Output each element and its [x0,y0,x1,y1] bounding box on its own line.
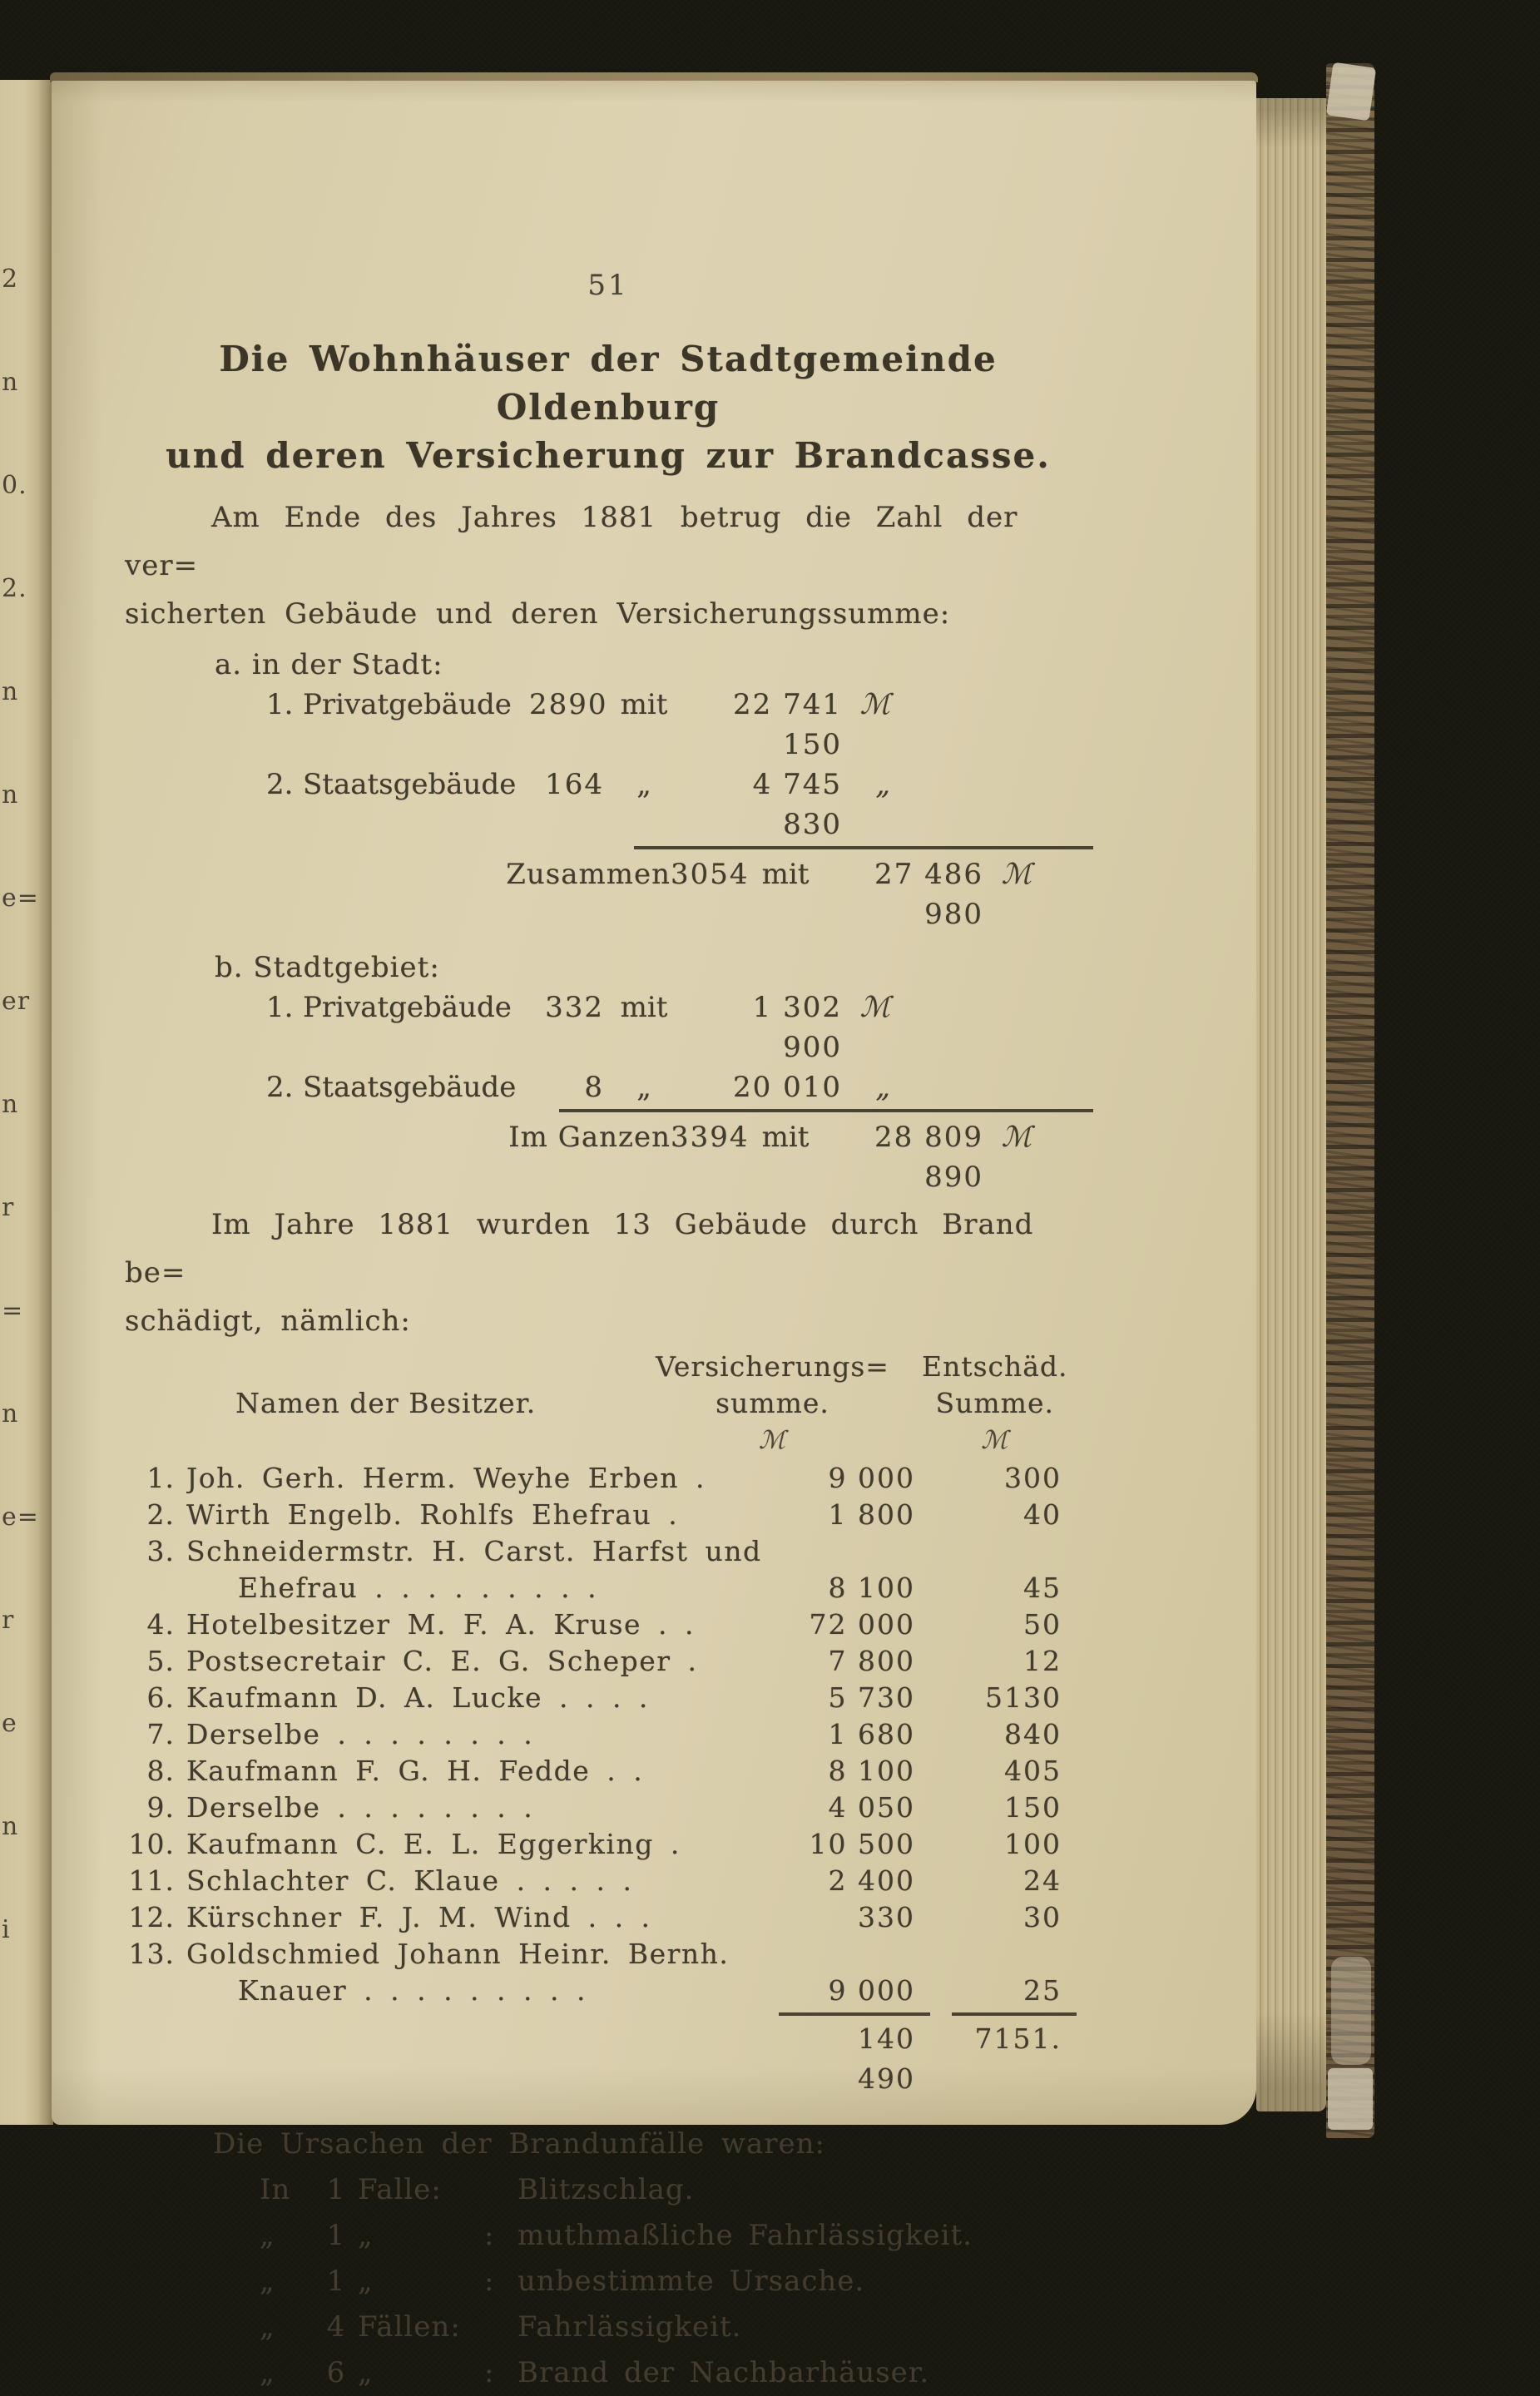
insured-sum: 9 000 [828,1462,915,1494]
item-count: 332 [545,991,604,1024]
table-row [125,1826,1092,1863]
section-b-heading: b. Stadtgebiet: [215,951,440,984]
section-b-total [266,1117,1092,1197]
owner-name: Kaufmann F. G. H. Fedde . . [186,1755,644,1787]
table-totals-row [125,2019,1092,2099]
table-row [125,1790,1092,1826]
owner-name: Hotelbesitzer M. F. A. Kruse . . [186,1608,695,1641]
compensation-sum [937,1533,1092,1570]
table-row [125,1643,1092,1680]
compensation-sum: 840 [1004,1718,1062,1750]
section-b-list [266,988,1092,1197]
total-label: Im Ganzen [508,1121,671,1154]
compensation-sum: 100 [1004,1828,1062,1860]
stray-letter-fragment: n [2,368,19,397]
cause-text: Brand der Nachbarhäuser. [517,2356,930,2389]
insured-sum: 1 680 [828,1718,915,1750]
table-row [125,1680,1092,1716]
owner-name: Derselbe . . . . . . . . [186,1718,534,1750]
intro-line1: Am Ende des Jahres 1881 betrug die Zahl der ver= [125,501,1018,582]
stray-letter-fragment: n [2,1399,19,1428]
damage-paragraph [125,1200,1092,1345]
stray-letter-fragment: e [2,1709,17,1738]
insured-sum: 8 100 [828,1755,915,1787]
stray-letter-fragment: n [2,1812,19,1841]
insured-sum: 10 500 [809,1828,915,1860]
owner-name: Ehefrau . . . . . . . . . [238,1572,598,1604]
stray-letter-fragment: e= [2,1502,39,1532]
insured-sum: 7 800 [828,1645,915,1677]
cause-case: Falle: [358,2173,442,2206]
stray-letter-fragment: n [2,780,19,809]
owner-name: Wirth Engelb. Rohlfs Ehefrau . [186,1498,679,1531]
mark-currency-symbol: ℳ [859,991,890,1024]
cause-item [260,2259,1092,2304]
table-row-continuation [125,1973,1092,2009]
owner-name: Kürschner F. J. M. Wind . . . [186,1901,651,1933]
item-number: 1. [266,991,294,1024]
table-row [125,1716,1092,1753]
mark-currency-symbol: ℳ [1001,858,1032,891]
compensation-sum: 40 [1023,1498,1062,1531]
page-content [125,81,1092,2396]
cause-text: Fahrlässigkeit. [517,2310,742,2344]
compensation-sum: 30 [1023,1901,1062,1933]
spacer [186,2019,795,2099]
item-label: Privatgebäude [303,688,512,721]
causes-heading: Die Ursachen der Brandunfälle waren: [213,2127,825,2161]
table-row-continuation [125,1570,1092,1606]
compensation-sum: 24 [1023,1864,1062,1897]
cause-case: Fällen: [358,2310,461,2344]
table-row [125,1899,1092,1936]
fire-damage-table [125,1349,1092,2099]
total-label: Zusammen [506,858,671,891]
edge-wear-chip [1331,1957,1371,2065]
total-count: 3394 [671,1121,750,1154]
cause-in: „ [260,2265,275,2298]
total-count: 3054 [671,858,750,891]
ditto-mark: „ [875,768,890,801]
damage-line2: schädigt, nämlich: [125,1304,411,1338]
item-amount: 20 010 [733,1071,842,1104]
section-b-item [266,988,1092,1067]
stray-letter-fragment: r [2,1193,15,1222]
row-number: 3. [146,1535,175,1567]
section-b-item [266,1067,1092,1107]
mark-currency-symbol: ℳ [859,688,890,721]
stray-letter-fragment: i [2,1915,11,1944]
row-number: 2. [146,1498,175,1531]
row-number [125,1973,186,2009]
item-label: Staatsgebäude [303,1071,517,1104]
item-unit: mit [620,991,668,1024]
cause-count: 1 [326,2219,346,2252]
page-title-line2: und deren Versicherung zur Brandcasse. [166,435,1051,476]
stray-letter-fragment: r [2,1606,15,1635]
insured-sum [795,1936,937,1973]
sum-rule [559,1109,1093,1112]
owner-name: Schneidermstr. H. Carst. Harfst und [186,1535,762,1567]
compensation-sum: 405 [1004,1755,1062,1787]
total-compensation-sum: 7151. [974,2022,1062,2055]
table-row [125,1936,1092,1973]
insured-sum: 2 400 [828,1864,915,1897]
intro-paragraph [125,493,1092,638]
marbled-book-edge [1326,63,1374,2138]
stray-letter-fragment: 2. [2,574,27,603]
page-title-line1: Die Wohnhäuser der Stadtgemeinde Oldenburg [219,339,998,428]
cause-colon [484,2304,517,2350]
stray-letter-fragment: n [2,677,19,706]
cause-item [260,2350,1092,2396]
insured-sum: 8 100 [828,1572,915,1604]
cause-count: 6 [326,2356,346,2389]
insured-sum [795,1533,937,1570]
vers-header-line1: Versicherungs= [656,1350,889,1383]
cause-case: „ [358,2265,374,2298]
table-row [125,1533,1092,1570]
total-rule-vers [779,2012,930,2019]
row-number: 1. [146,1462,175,1494]
vers-header-line2: summe. [716,1387,829,1419]
item-count: 164 [545,768,604,801]
item-unit: „ [636,768,651,801]
owner-name: Kaufmann C. E. L. Eggerking . [186,1828,681,1860]
table-row [125,1460,1092,1497]
owner-name: Schlachter C. Klaue . . . . . [186,1864,633,1897]
insured-sum: 1 800 [828,1498,915,1531]
section-a-total [266,854,1092,934]
cause-item [260,2304,1092,2350]
spacer [125,1349,646,1385]
insured-sum: 72 000 [809,1608,915,1641]
cause-item [260,2213,1092,2259]
spacer [125,1422,646,1460]
intro-line2: sicherten Gebäude und deren Versicherungssumme: [125,597,951,631]
row-number: 9. [146,1791,175,1824]
section-a-heading: a. in der Stadt: [215,648,443,681]
book-page-edges [1256,98,1326,2111]
section-a-item [266,685,1092,765]
row-number: 10. [128,1828,175,1860]
total-amount: 28 809 890 [874,1121,983,1194]
owner-name: Goldschmied Johann Heinr. Bernh. [186,1938,730,1970]
row-number [125,1570,186,1606]
table-row [125,1863,1092,1899]
cause-item [260,2167,1092,2213]
compensation-sum: 25 [1023,1974,1062,2007]
section-a-item [266,765,1092,844]
spacer [125,2019,186,2099]
row-number: 4. [146,1608,175,1641]
cause-colon: : [484,2356,495,2389]
cause-in: „ [260,2219,275,2252]
item-unit: mit [620,688,668,721]
cause-count: 1 [326,2265,346,2298]
mark-currency-symbol: ℳ [1001,1121,1032,1154]
total-unit: mit [761,858,810,891]
item-amount: 22 741 150 [733,688,842,761]
compensation-sum: 45 [1023,1572,1062,1604]
edge-wear-chip [1328,2068,1373,2130]
cause-text: Blitzschlag. [517,2173,695,2206]
total-insured-sum: 140 490 [858,2022,915,2095]
item-number: 1. [266,688,294,721]
stray-letter-fragment: er [2,987,31,1016]
item-label: Staatsgebäude [303,768,517,801]
ent-header-line2: Summe. [935,1387,1054,1419]
row-number: 11. [128,1864,175,1897]
item-amount: 4 745 830 [752,768,842,841]
page-title [125,335,1092,480]
item-number: 2. [266,768,294,801]
stray-letter-fragment: = [2,1296,24,1325]
row-number: 7. [146,1718,175,1750]
owner-name: Kaufmann D. A. Lucke . . . . [186,1681,649,1714]
owner-name: Postsecretair C. E. G. Scheper . [186,1645,698,1677]
stray-letter-fragment: n [2,1090,19,1119]
compensation-sum: 12 [1023,1645,1062,1677]
cause-in: „ [260,2356,275,2389]
row-number: 8. [146,1755,175,1787]
row-number: 12. [128,1901,175,1933]
insured-sum: 330 [858,1901,915,1933]
owner-name: Knauer . . . . . . . . . [238,1974,587,2007]
compensation-sum: 50 [1023,1608,1062,1641]
compensation-sum: 150 [1004,1791,1062,1824]
item-count: 8 [584,1071,604,1104]
item-label: Privatgebäude [303,991,512,1024]
row-number: 6. [146,1681,175,1714]
item-number: 2. [266,1071,294,1104]
table-row [125,1497,1092,1533]
mark-currency-symbol: ℳ [758,1426,787,1455]
sum-rule [634,846,1093,849]
insured-sum: 5 730 [828,1681,915,1714]
cause-in: In [260,2173,291,2206]
page-number: 51 [587,269,629,302]
table-row [125,1753,1092,1790]
table-row [125,1606,1092,1643]
total-amount: 27 486 980 [874,858,983,931]
compensation-sum: 5130 [985,1681,1062,1714]
stray-letter-fragment: 0. [2,471,27,500]
section-a-list [266,685,1092,934]
compensation-sum: 300 [1004,1462,1062,1494]
previous-page-edge [0,80,53,2125]
damage-line1: Im Jahre 1881 wurden 13 Gebäude durch Brand be= [125,1208,1034,1290]
table-header [125,1349,1092,1460]
insured-sum: 9 000 [828,1974,915,2007]
insured-sum: 4 050 [828,1791,915,1824]
owner-name: Joh. Gerh. Herm. Weyhe Erben . [186,1462,706,1494]
book-page [52,81,1256,2389]
cause-colon [484,2167,517,2213]
stray-letter-fragment: 2 [2,265,19,294]
table-total-rules [125,2009,1092,2019]
edge-wear-chip [1326,62,1376,121]
cause-colon: : [484,2265,495,2298]
causes-list [260,2167,1092,2396]
owner-name: Derselbe . . . . . . . . [186,1791,534,1824]
cause-count: 4 [326,2310,346,2344]
item-count: 2890 [529,688,608,721]
stray-letter-fragment: e= [2,884,39,913]
cause-count: 1 [326,2173,346,2206]
mark-currency-symbol: ℳ [981,1426,1009,1455]
total-unit: mit [761,1121,810,1154]
ditto-mark: „ [875,1071,890,1104]
ent-header-line1: Entschäd. [921,1350,1068,1383]
cause-text: muthmaßliche Fahrlässigkeit. [517,2219,973,2252]
cause-text: unbestimmte Ursache. [517,2265,865,2298]
name-column-header: Namen der Besitzer. [235,1387,537,1419]
cause-case: „ [358,2356,374,2389]
row-number: 13. [128,1938,175,1970]
cause-colon: : [484,2219,495,2252]
item-amount: 1 302 900 [752,991,842,1064]
item-unit: „ [636,1071,651,1104]
compensation-sum [937,1936,1092,1973]
cause-in: „ [260,2310,275,2344]
row-number: 5. [146,1645,175,1677]
total-rule-ent [952,2012,1077,2019]
cause-case: „ [358,2219,374,2252]
